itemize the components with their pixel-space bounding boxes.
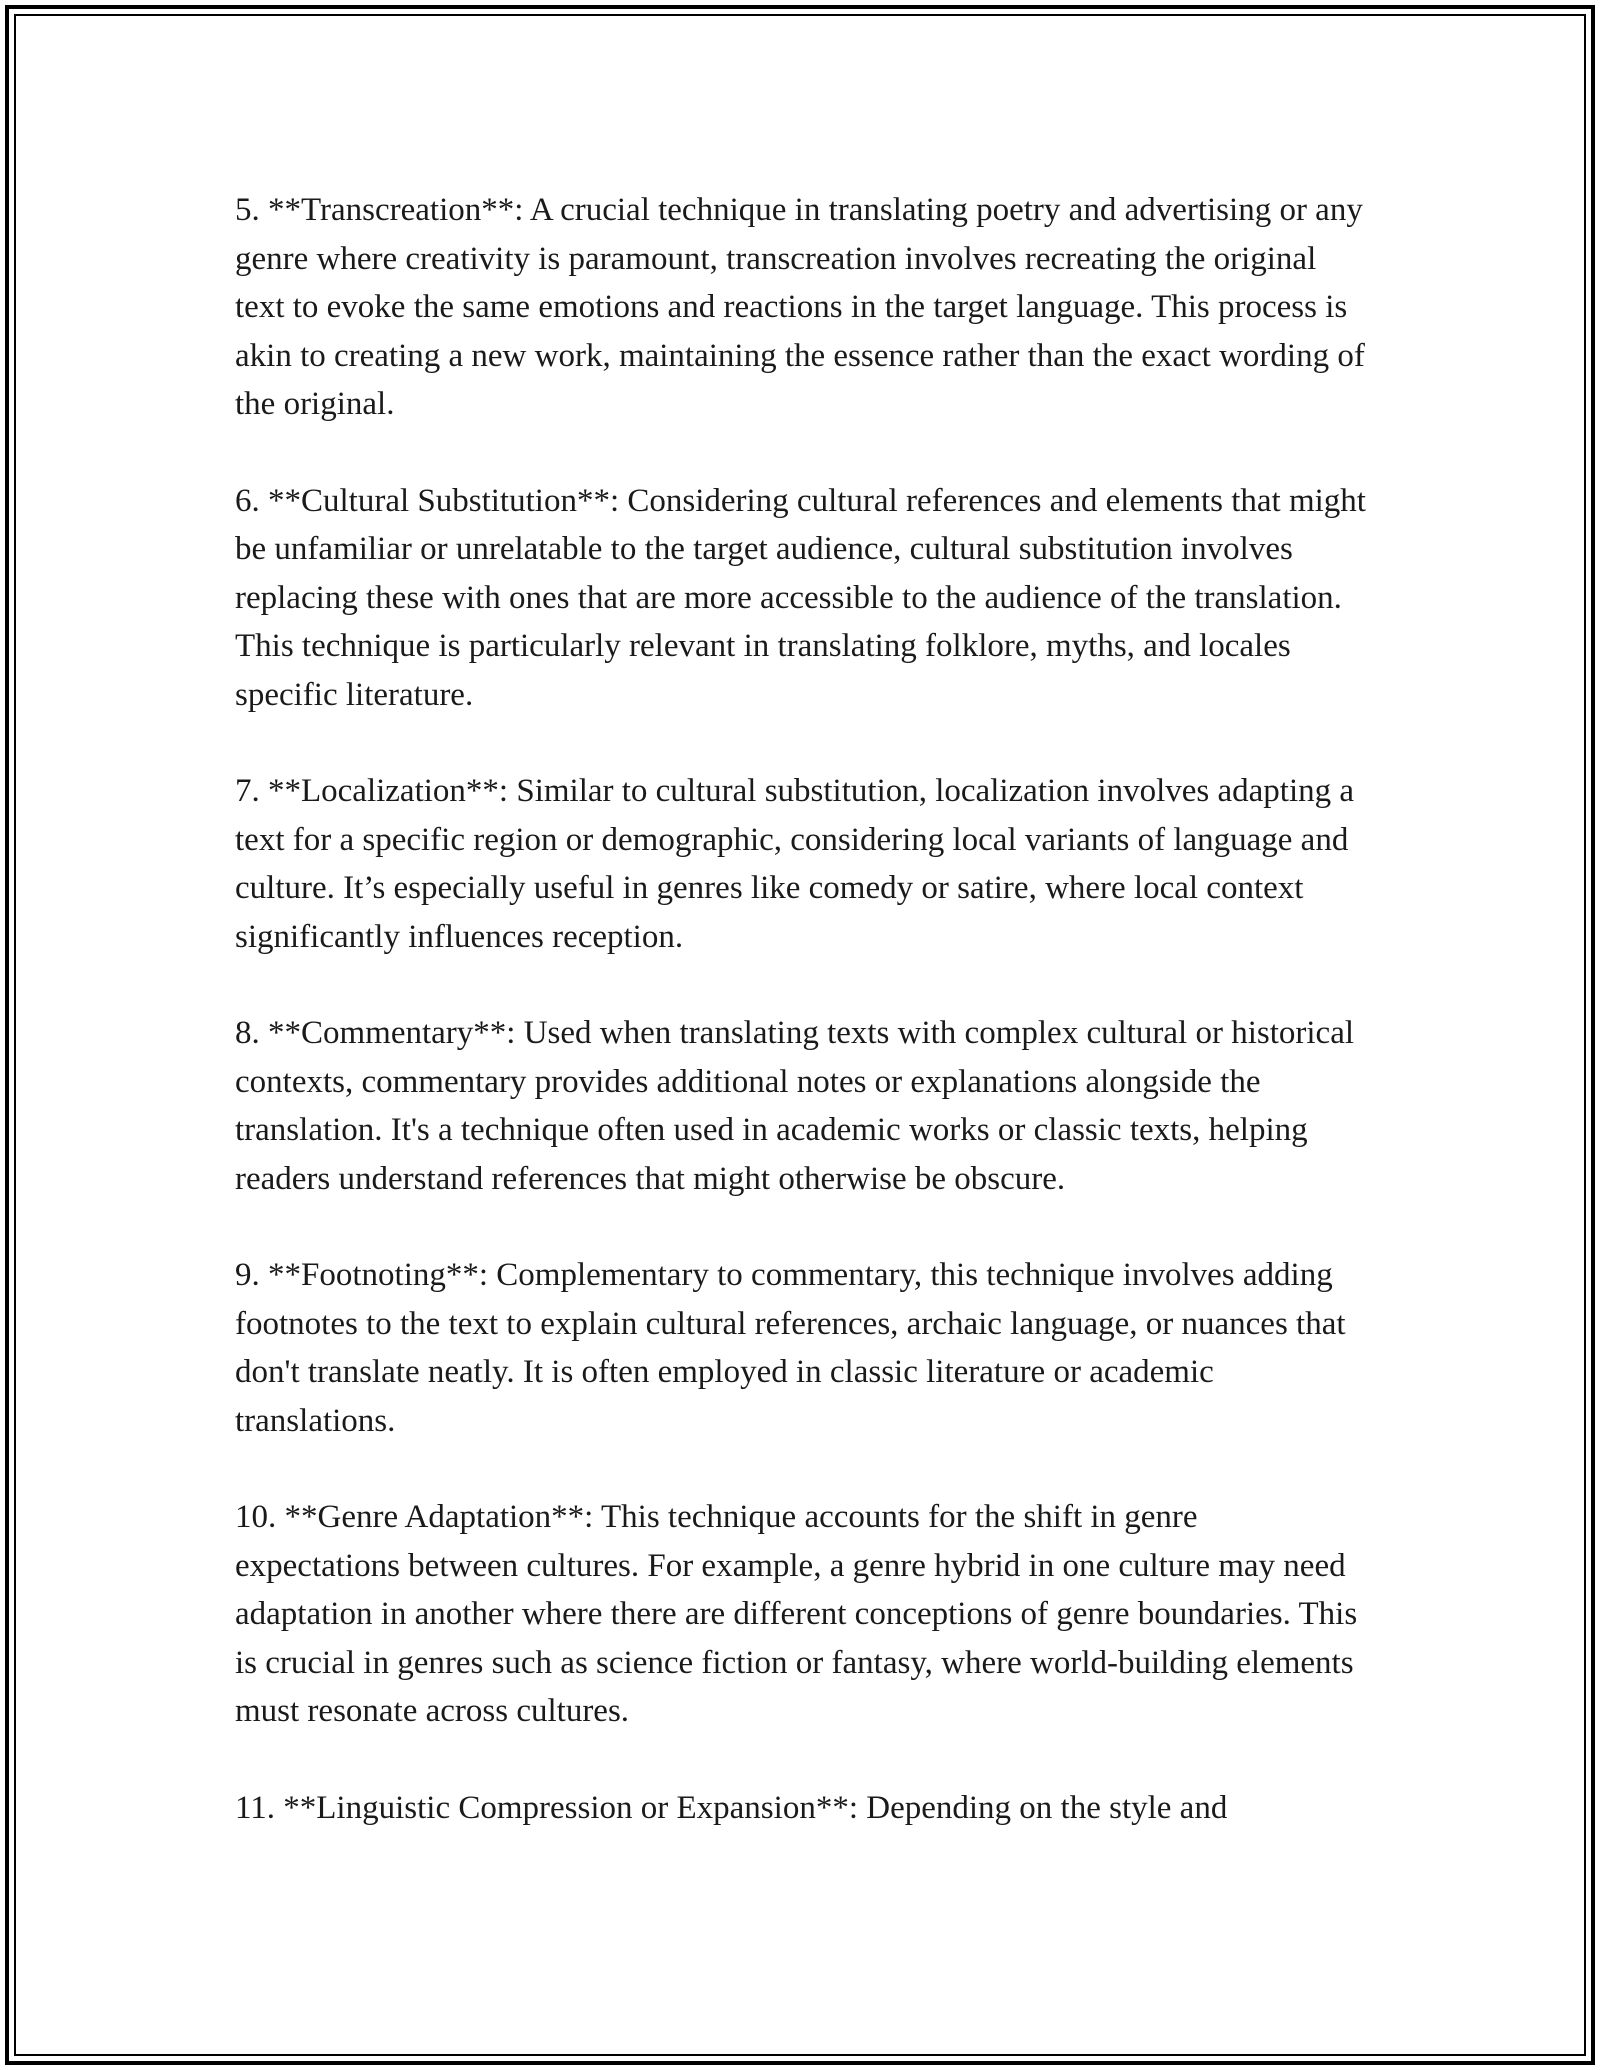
paragraph-cultural-substitution: 6. **Cultural Substitution**: Considering cultural references and elements that might be unfamiliar or unrelatable to the target audience, cultural substitution involves replacing these with ones that are more accessible to the audience of the translation. This technique is particularly relevant in translating folklore, myths, and locales specific literature.	[235, 482, 1366, 713]
document-body	[235, 186, 1370, 1832]
paragraph-commentary: 8. **Commentary**: Used when translating texts with complex cultural or historical contexts, commentary provides additional notes or explanations alongside the translation. It's a technique often used in academic works or classic texts, helping readers understand references that might otherwise be obscure.	[235, 1015, 1355, 1197]
paragraph-transcreation: 5. **Transcreation**: A crucial technique in translating poetry and advertising or any genre where creativity is paramount, transcreation involves recreating the original text to evoke the same emotions and reactions in the target language. This process is akin to creating a new work, maintaining the essence rather than the exact wording of the original.	[235, 192, 1365, 422]
paragraph-localization: 7. **Localization**: Similar to cultural substitution, localization involves adapting a text for a specific region or demographic, considering local variants of language and culture. It’s especially useful in genres like comedy or satire, where local context significantly influences reception.	[235, 773, 1355, 955]
paragraph-genre-adaptation: 10. **Genre Adaptation**: This technique accounts for the shift in genre expectations between cultures. For example, a genre hybrid in one culture may need adaptation in another where there are different conceptions of genre boundaries. This is crucial in genres such as science fiction or fantasy, where world-building elements must resonate across cultures.	[235, 1499, 1358, 1729]
paragraph-linguistic-compression: 11. **Linguistic Compression or Expansion**: Depending on the style and	[235, 1789, 1228, 1826]
paragraph-footnoting: 9. **Footnoting**: Complementary to commentary, this technique involves adding footnotes to the text to explain cultural references, archaic language, or nuances that don't translate neatly. It is often employed in classic literature or academic translations.	[235, 1257, 1346, 1439]
